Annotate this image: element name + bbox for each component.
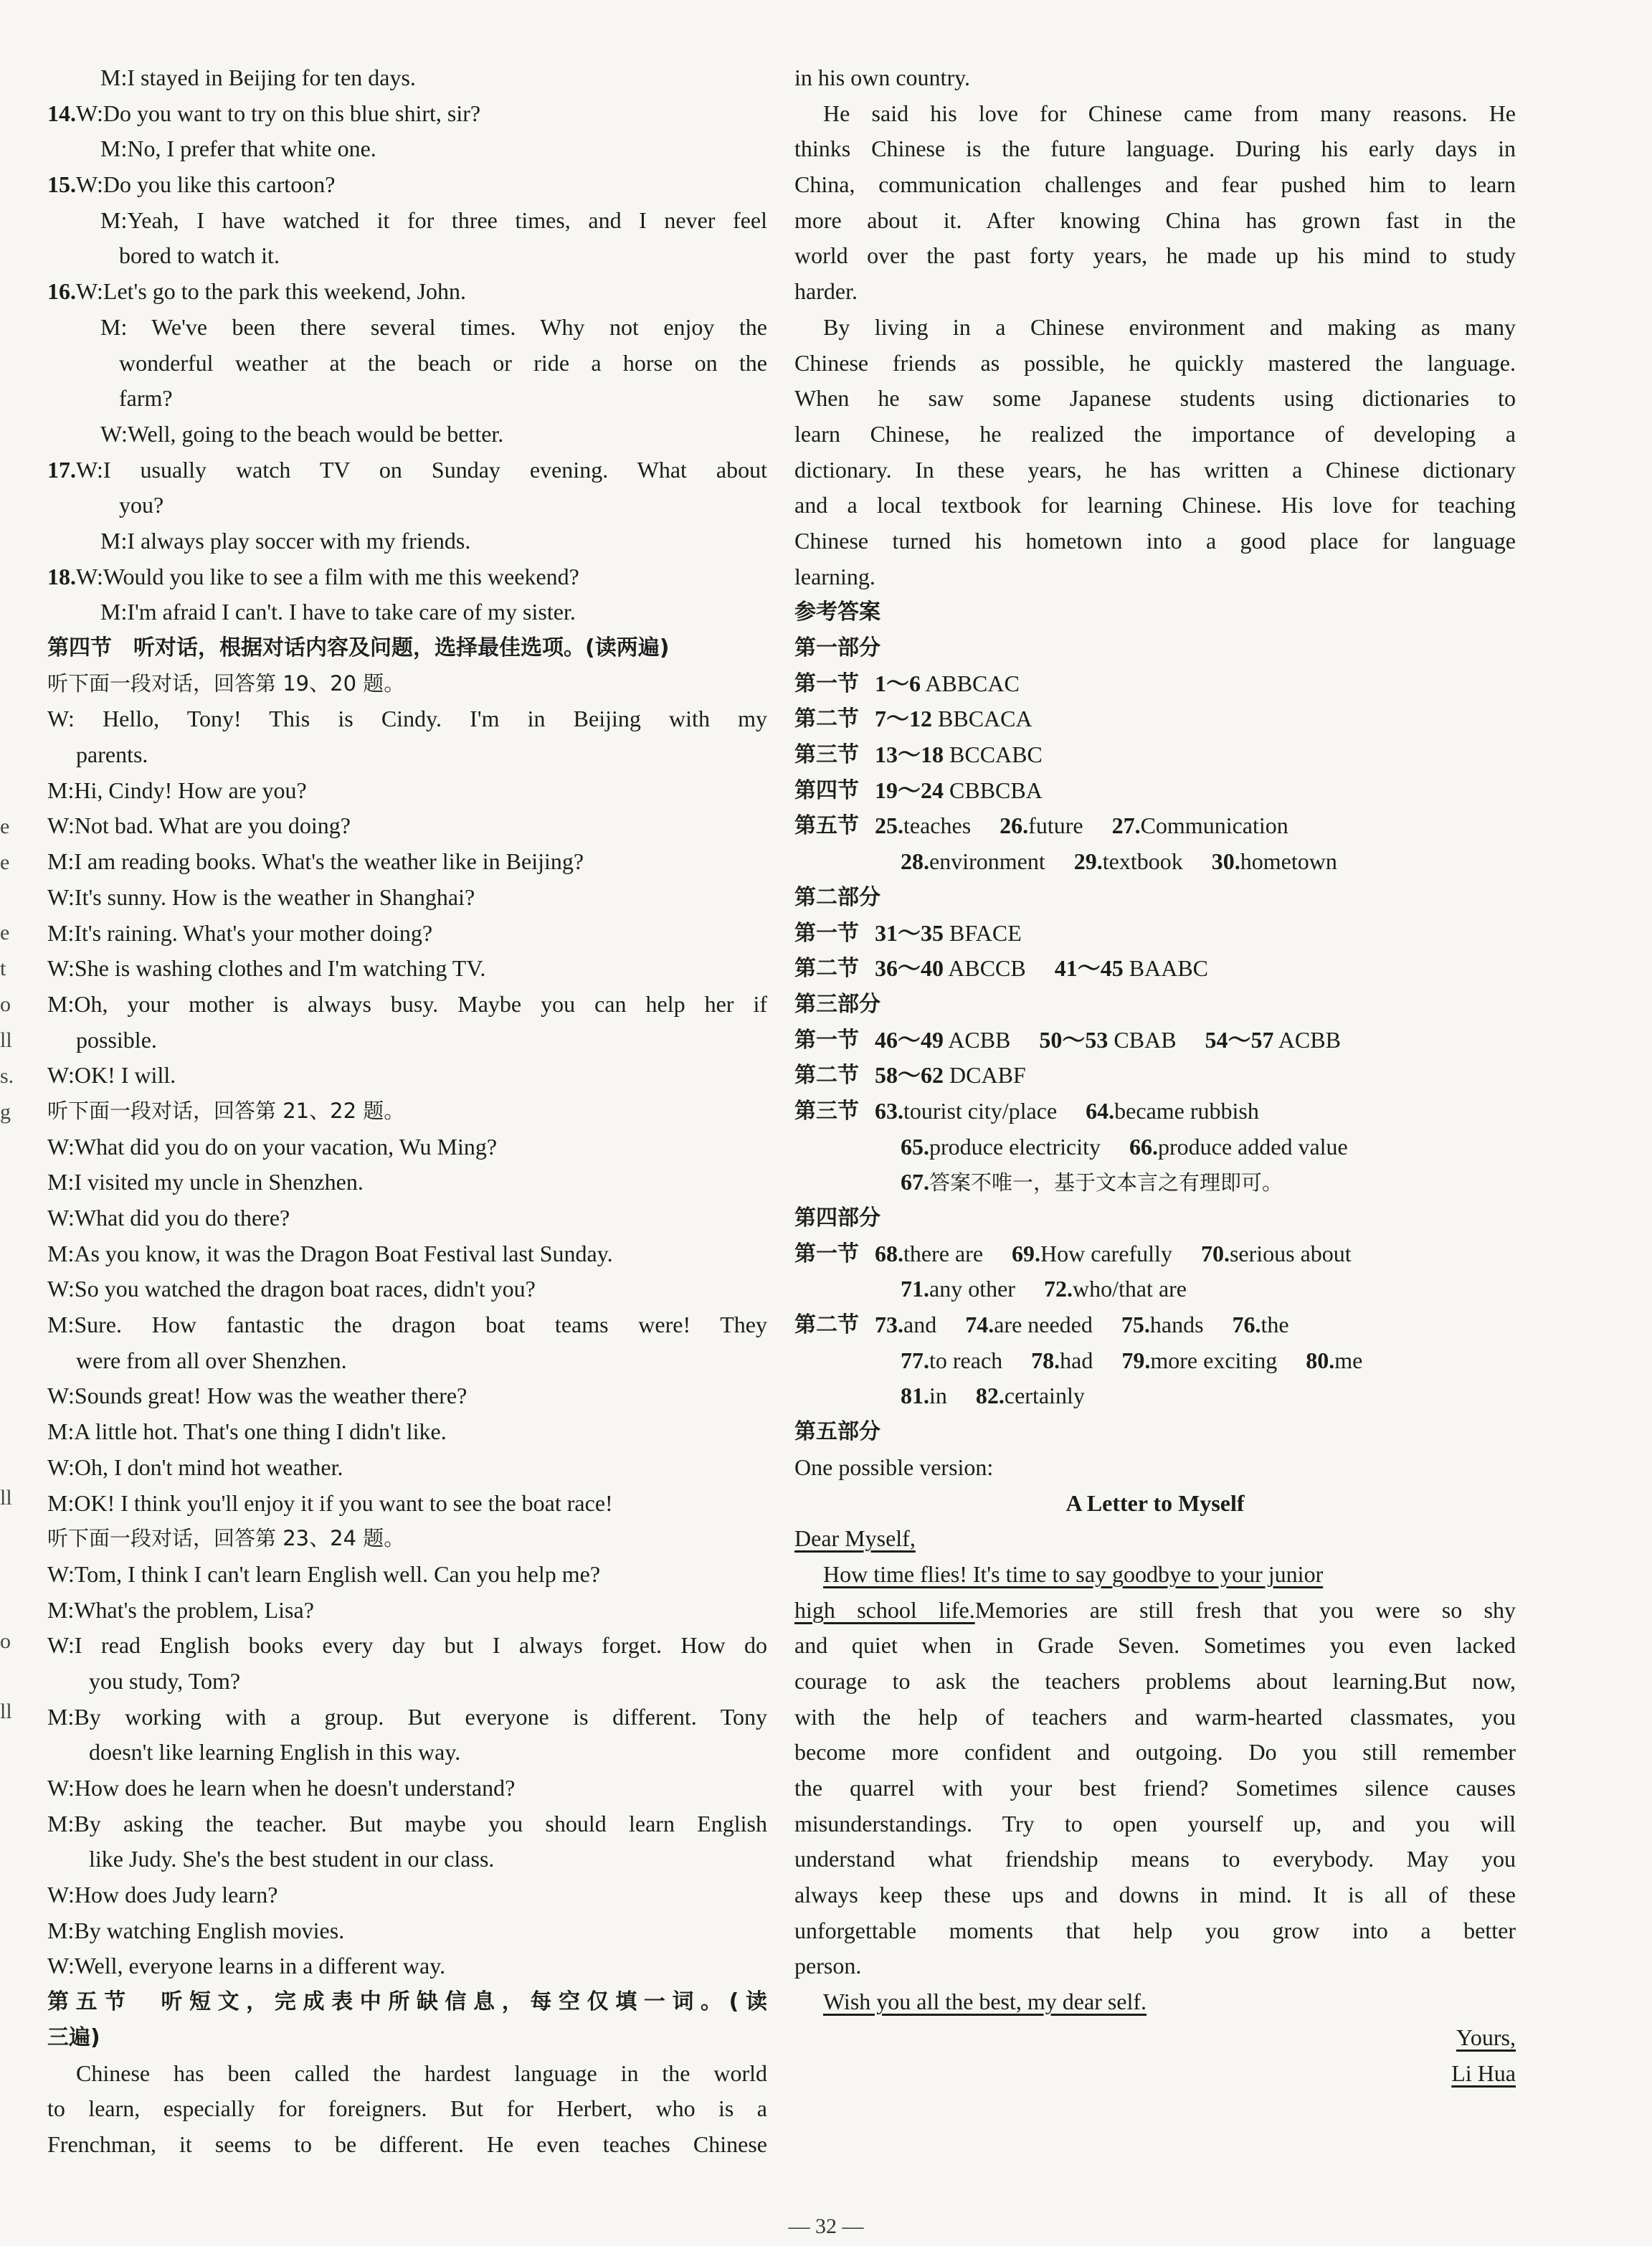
text-line: Frenchman, it seems to be different. He even teaches Chinese [47, 2131, 767, 2157]
line-text: W:Let's go to the park this weekend, John. [76, 278, 467, 305]
answer-number: 77. [901, 1347, 929, 1373]
text-line: M:I stayed in Beijing for ten days. [100, 65, 416, 90]
text-line [47, 274, 767, 310]
answer-number: 72. [1043, 1276, 1073, 1302]
answer-number: 26. [1000, 812, 1029, 839]
answer-item [1000, 812, 1083, 838]
answer-value: DCABF [944, 1062, 1026, 1089]
passage-line: China, communication challenges and fear pushed him to learn [794, 171, 1516, 198]
letter-closing-line: Wish you all the best, my dear self. [823, 1989, 1147, 2015]
text-line: W:How does Judy learn? [47, 1882, 278, 1908]
answer-item [976, 1383, 1085, 1408]
section-answers [875, 1236, 1516, 1272]
passage-line: Chinese friends as possible, he quickly mastered the language. [794, 349, 1516, 376]
answer-item [875, 741, 1043, 767]
answer-value: the [1261, 1312, 1289, 1338]
text-line: wonderful weather at the beach or ride a horse on the [119, 349, 767, 376]
text-line: 第五节 听短文，完成表中所缺信息，每空仅填一词。(读 [47, 1989, 767, 2015]
letter-intro: One possible version: [794, 1454, 994, 1480]
text-line: W:Oh, I don't mind hot weather. [47, 1454, 343, 1480]
answer-item [1129, 1134, 1348, 1160]
letter-line [794, 1557, 1516, 1593]
text-line: M:I'm afraid I can't. I have to take care of my sister. [100, 599, 576, 625]
section-answers [875, 951, 1516, 987]
passage-line: in his own country. [794, 65, 971, 90]
text-line: M:By asking the teacher. But maybe you should learn English [47, 1810, 767, 1837]
answer-item [875, 777, 1043, 803]
answer-value: ABBCAC [921, 670, 1020, 696]
text-line: M:OK! I think you'll enjoy it if you want to see the boat race! [47, 1489, 613, 1516]
part3-continuation-b [794, 1165, 1516, 1200]
underlined-text: high school life. [794, 1596, 975, 1623]
text-line [47, 452, 767, 488]
answer-value: teaches [903, 812, 972, 839]
answer-number: 30. [1211, 848, 1240, 875]
passage-line: By living in a Chinese environment and making as many [823, 313, 1516, 340]
text-line: W:So you watched the dragon boat races, didn't you? [47, 1276, 536, 1302]
answer-item [901, 1276, 1015, 1302]
text-line: M:No, I prefer that white one. [100, 136, 376, 162]
section-answers [875, 1307, 1516, 1343]
part4-continuation-b1 [794, 1343, 1516, 1379]
answer-row [794, 773, 1516, 809]
passage-line: Chinese turned his hometown into a good place for language [794, 527, 1516, 554]
text-line: W:I read English books every day but I always forget. How do [47, 1632, 767, 1659]
answer-item [875, 812, 971, 838]
answer-item [875, 955, 1026, 981]
margin-fragment: g [0, 1100, 11, 1124]
text-line [47, 96, 767, 132]
part1-answers [794, 666, 1516, 844]
text-line: M:What's the problem, Lisa? [47, 1596, 314, 1623]
answer-item [1012, 1241, 1172, 1266]
right-column [794, 60, 1516, 2091]
answer-value: any other [929, 1276, 1015, 1302]
answer-row [794, 916, 1516, 952]
answer-row [794, 1058, 1516, 1094]
answer-number: 69. [1012, 1240, 1041, 1266]
margin-fragment: ll [0, 1028, 12, 1052]
answer-item [875, 1241, 983, 1266]
letter-line: person. [794, 1953, 862, 1979]
text-line: M:Oh, your mother is always busy. Maybe you can help her if [47, 990, 767, 1017]
answer-row [794, 808, 1516, 844]
answer-number: 28. [901, 848, 929, 875]
answer-item [875, 706, 1032, 731]
letter-body [794, 1557, 1516, 1984]
text-line: you? [119, 492, 164, 518]
part4-continuation-b2 [794, 1378, 1516, 1414]
passage-line: learn Chinese, he realized the importance of developing a [794, 420, 1516, 447]
answer-item [875, 1062, 1026, 1088]
text-line: like Judy. She's the best student in our class. [89, 1846, 495, 1872]
answer-value: there are [903, 1240, 984, 1266]
text-line [47, 167, 767, 203]
letter-sign-off: Yours, [1456, 2024, 1516, 2050]
answer-value: CBBCBA [944, 777, 1043, 803]
letter-line: the quarrel with your best friend? Sometimes silence causes [794, 1775, 1516, 1801]
answer-item [1086, 1098, 1259, 1124]
part2-heading: 第二部分 [794, 884, 880, 910]
answer-value: to reach [929, 1347, 1003, 1373]
answer-value: textbook [1102, 848, 1183, 875]
answer-item [1212, 848, 1337, 874]
text-line: M:A little hot. That's one thing I didn't like. [47, 1418, 447, 1445]
answer-number: 74. [965, 1312, 994, 1338]
answer-value: more exciting [1150, 1347, 1278, 1373]
answer-value: certainly [1004, 1383, 1085, 1409]
answer-number: 81. [901, 1383, 929, 1409]
answer-number: 75. [1121, 1312, 1150, 1338]
answer-item [1039, 1027, 1176, 1053]
answer-item [901, 1347, 1002, 1373]
text-line: M:By watching English movies. [47, 1917, 345, 1943]
answer-value: CBAB [1108, 1026, 1177, 1053]
passage-line: and a local textbook for learning Chinese. His love for teaching [794, 492, 1516, 518]
answer-value: environment [929, 848, 1045, 875]
part3-continuation-a [794, 1129, 1516, 1165]
text-line: W:It's sunny. How is the weather in Shanghai? [47, 883, 475, 910]
answer-value: 答案不唯一，基于文本言之有理即可。 [929, 1170, 1283, 1195]
text-line: M:As you know, it was the Dragon Boat Festival last Sunday. [47, 1240, 613, 1266]
text-line: 听下面一段对话，回答第 21、22 题。 [47, 1098, 405, 1123]
margin-fragment: o [0, 1629, 11, 1653]
text-line: M:I always play soccer with my friends. [100, 527, 471, 554]
letter-title: A Letter to Myself [1065, 1489, 1245, 1516]
answer-value: produce electricity [929, 1133, 1101, 1160]
line-text: W:Would you like to see a film with me this weekend? [76, 563, 579, 589]
answer-item [1201, 1241, 1352, 1266]
section-label: 第二节 [794, 1063, 859, 1089]
part5-heading: 第五部分 [794, 1419, 880, 1445]
answer-row [794, 1236, 1516, 1272]
answer-value: BAABC [1123, 955, 1208, 982]
letter-greeting: Dear Myself, [794, 1525, 916, 1552]
answer-item [1205, 1027, 1341, 1053]
letter-line: become more confident and outgoing. Do you still remember [794, 1739, 1516, 1766]
text-line: M:Hi, Cindy! How are you? [47, 777, 307, 803]
answer-value: are needed [994, 1312, 1093, 1338]
text-line: W:Well, everyone learns in a different way. [47, 1953, 446, 1979]
answer-value: Communication [1140, 812, 1288, 839]
letter-line: unforgettable moments that help you grow into a better [794, 1917, 1516, 1943]
line-text: W:I usually watch TV on Sunday evening. What about [76, 456, 767, 483]
text-line: doesn't like learning English in this way. [89, 1739, 461, 1766]
text-line: W:How does he learn when he doesn't understand? [47, 1775, 516, 1801]
section-answers [875, 701, 1516, 737]
letter-line: and quiet when in Grade Seven. Sometimes you even lacked [794, 1632, 1516, 1659]
question-number: 14. [47, 100, 76, 126]
section-answers [875, 1058, 1516, 1094]
answer-number: 71. [901, 1276, 929, 1302]
answer-row [794, 666, 1516, 702]
answer-number: 41～45 [1054, 955, 1124, 982]
answer-item [901, 1169, 1283, 1195]
letter-line [794, 1593, 1516, 1629]
answer-value: who/that are [1072, 1276, 1187, 1302]
question-number: 17. [47, 456, 76, 483]
section-answers [875, 773, 1516, 809]
answer-number: 58～62 [875, 1062, 944, 1089]
answer-value: hometown [1240, 848, 1337, 875]
answer-number: 54～57 [1205, 1026, 1274, 1053]
text-line: to learn, especially for foreigners. But for Herbert, who is a [47, 2095, 767, 2122]
line-text: W:Do you want to try on this blue shirt, sir? [76, 100, 481, 126]
answer-number: 64. [1086, 1097, 1115, 1124]
answer-number: 36～40 [875, 955, 944, 982]
passage-line: learning. [794, 563, 875, 589]
text-line: 三遍) [47, 2024, 100, 2050]
question-number: 15. [47, 171, 76, 198]
answer-number: 7～12 [875, 706, 933, 732]
answer-value: in [929, 1383, 947, 1409]
answer-item [1044, 1276, 1187, 1302]
answer-value: serious about [1229, 1240, 1352, 1266]
part4-heading: 第四部分 [794, 1205, 880, 1231]
section-label: 第四节 [794, 777, 859, 803]
answer-value: BFACE [944, 919, 1022, 946]
answer-value: future [1028, 812, 1083, 839]
text-line [47, 559, 767, 595]
answer-value: produce added value [1157, 1133, 1348, 1160]
margin-fragment: e [0, 815, 10, 838]
section-label: 第一节 [794, 920, 859, 946]
text-line: M:Sure. How fantastic the dragon boat teams were! They [47, 1312, 767, 1338]
answer-value: BCCABC [944, 741, 1043, 768]
text-line: bored to watch it. [119, 242, 280, 269]
line-text: Memories are still fresh that you were so shy [974, 1596, 1516, 1623]
text-line: possible. [76, 1026, 157, 1053]
answer-row [794, 1094, 1516, 1129]
question-number: 16. [47, 278, 76, 305]
letter-line: courage to ask the teachers problems about learning.But now, [794, 1667, 1516, 1694]
answer-item [1306, 1347, 1362, 1373]
passage-continuation [794, 60, 1516, 594]
text-line: W:Tom, I think I can't learn English well. Can you help me? [47, 1560, 601, 1587]
section-answers [875, 916, 1516, 952]
section-answers [875, 737, 1516, 773]
answer-number: 66. [1129, 1133, 1158, 1160]
answer-number: 82. [975, 1383, 1005, 1409]
text-line: W:Sounds great! How was the weather there? [47, 1383, 467, 1409]
margin-fragment: e [0, 921, 10, 944]
question-number: 18. [47, 563, 76, 589]
section-answers [875, 808, 1516, 844]
line-text: W:Do you like this cartoon? [76, 171, 336, 198]
margin-fragment: e [0, 850, 10, 874]
text-line: W: Hello, Tony! This is Cindy. I'm in Beijing with my [47, 706, 767, 732]
text-line: 听下面一段对话，回答第 19、20 题。 [47, 671, 405, 696]
margin-fragment: ll [0, 1700, 12, 1723]
part4-section1-answers [794, 1236, 1516, 1272]
answer-number: 27. [1111, 812, 1141, 839]
answer-number: 76. [1232, 1312, 1261, 1338]
letter-line: with the help of teachers and warm-hearted classmates, you [794, 1703, 1516, 1730]
answer-number: 1～6 [875, 670, 921, 696]
text-line: parents. [76, 741, 148, 768]
answer-value: had [1060, 1347, 1093, 1373]
answer-number: 78. [1031, 1347, 1060, 1373]
text-line: Chinese has been called the hardest language in the world [76, 2060, 767, 2086]
answer-number: 25. [875, 812, 903, 839]
answer-row [794, 951, 1516, 987]
text-line: farm? [119, 385, 173, 412]
answer-item [1121, 1347, 1277, 1373]
answer-item [875, 1027, 1010, 1053]
answer-value: ACBB [944, 1026, 1011, 1053]
left-column [47, 60, 767, 2163]
answer-row [794, 1023, 1516, 1058]
section-label: 第一节 [794, 671, 859, 696]
margin-fragment: s. [0, 1064, 14, 1088]
answer-item [901, 1383, 947, 1408]
text-line: were from all over Shenzhen. [76, 1347, 347, 1373]
answer-number: 67. [901, 1169, 929, 1195]
answer-number: 63. [875, 1097, 903, 1124]
part4-section2-answers [794, 1307, 1516, 1343]
section-answers [875, 1023, 1516, 1058]
section-label: 第一节 [794, 1241, 859, 1266]
passage-line: world over the past forty years, he made up his mind to study [794, 242, 1516, 269]
answers-heading: 参考答案 [794, 600, 880, 625]
margin-fragment: o [0, 992, 11, 1016]
answer-row [794, 701, 1516, 737]
answer-item [875, 671, 1020, 696]
passage-line: harder. [794, 278, 858, 305]
letter-line: misunderstandings. Try to open yourself up, and you will [794, 1810, 1516, 1837]
part1-continuation [794, 844, 1516, 880]
text-line: W:OK! I will. [47, 1062, 176, 1089]
section-label: 第一节 [794, 1027, 859, 1053]
section-label: 第二节 [794, 1312, 859, 1338]
text-line: W:Well, going to the beach would be better. [100, 420, 504, 447]
margin-fragment: ll [0, 1486, 12, 1510]
answer-row [794, 737, 1516, 773]
passage-line: He said his love for Chinese came from many reasons. He [823, 100, 1516, 126]
text-line: W:What did you do there? [47, 1205, 290, 1231]
part3-answers [794, 1023, 1516, 1129]
answer-number: 65. [901, 1133, 929, 1160]
text-line: 第四节 听对话，根据对话内容及问题，选择最佳选项。(读两遍) [47, 635, 670, 660]
answer-number: 19～24 [875, 777, 944, 803]
text-line: W:Not bad. What are you doing? [47, 812, 351, 839]
section-answers [875, 666, 1516, 702]
answer-item [875, 920, 1022, 946]
answer-item [901, 848, 1045, 874]
answer-number: 73. [875, 1312, 903, 1338]
answer-value: ABCCB [944, 955, 1026, 982]
text-line: M:By working with a group. But everyone is different. Tony [47, 1703, 767, 1730]
answer-number: 29. [1073, 848, 1103, 875]
section-label: 第二节 [794, 706, 859, 732]
answer-number: 68. [875, 1240, 903, 1266]
answer-value: tourist city/place [903, 1097, 1058, 1124]
text-line: 听下面一段对话，回答第 23、24 题。 [47, 1526, 405, 1551]
answer-item [1074, 848, 1183, 874]
answer-item [1233, 1312, 1289, 1337]
letter-signature: Li Hua [1451, 2060, 1516, 2086]
answer-item [875, 1098, 1057, 1124]
answer-number: 79. [1121, 1347, 1151, 1373]
answer-value: BBCACA [932, 706, 1032, 732]
answer-item [1055, 955, 1208, 981]
text-line: M:Yeah, I have watched it for three times, and I never feel [100, 207, 767, 233]
text-line: M:I visited my uncle in Shenzhen. [47, 1169, 364, 1195]
answer-number: 46～49 [875, 1026, 944, 1053]
underlined-text: How time flies! It's time to say goodbye to your junior [823, 1560, 1324, 1587]
passage-line: When he saw some Japanese students using dictionaries to [794, 385, 1516, 412]
answer-number: 80. [1306, 1347, 1335, 1373]
section-label: 第三节 [794, 1098, 859, 1124]
section-label: 第三节 [794, 742, 859, 768]
answer-number: 31～35 [875, 919, 944, 946]
text-line: M:It's raining. What's your mother doing? [47, 919, 433, 946]
answer-item [875, 1312, 936, 1337]
passage-line: more about it. After knowing China has grown fast in the [794, 207, 1516, 233]
answer-value: became rubbish [1114, 1097, 1259, 1124]
part1-heading: 第一部分 [794, 635, 880, 660]
text-line: M: We've been there several times. Why not enjoy the [100, 313, 767, 340]
answer-value: ACBB [1273, 1026, 1341, 1053]
answer-row [794, 1307, 1516, 1343]
answer-value: How carefully [1040, 1240, 1172, 1266]
page-number: — 32 — [788, 2214, 864, 2238]
section-answers [875, 1094, 1516, 1129]
passage-line: dictionary. In these years, he has written a Chinese dictionary [794, 456, 1516, 483]
letter-line: understand what friendship means to everybody. May you [794, 1846, 1516, 1872]
answer-number: 70. [1200, 1240, 1230, 1266]
answer-value: and [903, 1312, 937, 1338]
margin-fragment: t [0, 957, 6, 980]
section-label: 第五节 [794, 813, 859, 839]
answer-value: me [1334, 1347, 1363, 1373]
answer-number: 50～53 [1039, 1026, 1109, 1053]
text-line: you study, Tom? [89, 1667, 241, 1694]
text-line: W:What did you do on your vacation, Wu Ming? [47, 1133, 498, 1160]
answer-item [965, 1312, 1093, 1337]
text-line: W:She is washing clothes and I'm watching TV. [47, 955, 486, 982]
answer-value: hands [1149, 1312, 1204, 1338]
part2-answers [794, 916, 1516, 987]
part3-heading: 第三部分 [794, 991, 880, 1017]
answer-item [1112, 812, 1288, 838]
passage-line: thinks Chinese is the future language. During his early days in [794, 136, 1516, 162]
section-label: 第二节 [794, 956, 859, 982]
answer-item [1031, 1347, 1093, 1373]
answer-number: 13～18 [875, 741, 944, 768]
letter-line: always keep these ups and downs in mind. It is all of these [794, 1882, 1516, 1908]
answer-item [901, 1134, 1101, 1160]
part4-continuation-a [794, 1271, 1516, 1307]
text-line: M:I am reading books. What's the weather like in Beijing? [47, 848, 584, 875]
answer-item [1121, 1312, 1204, 1337]
